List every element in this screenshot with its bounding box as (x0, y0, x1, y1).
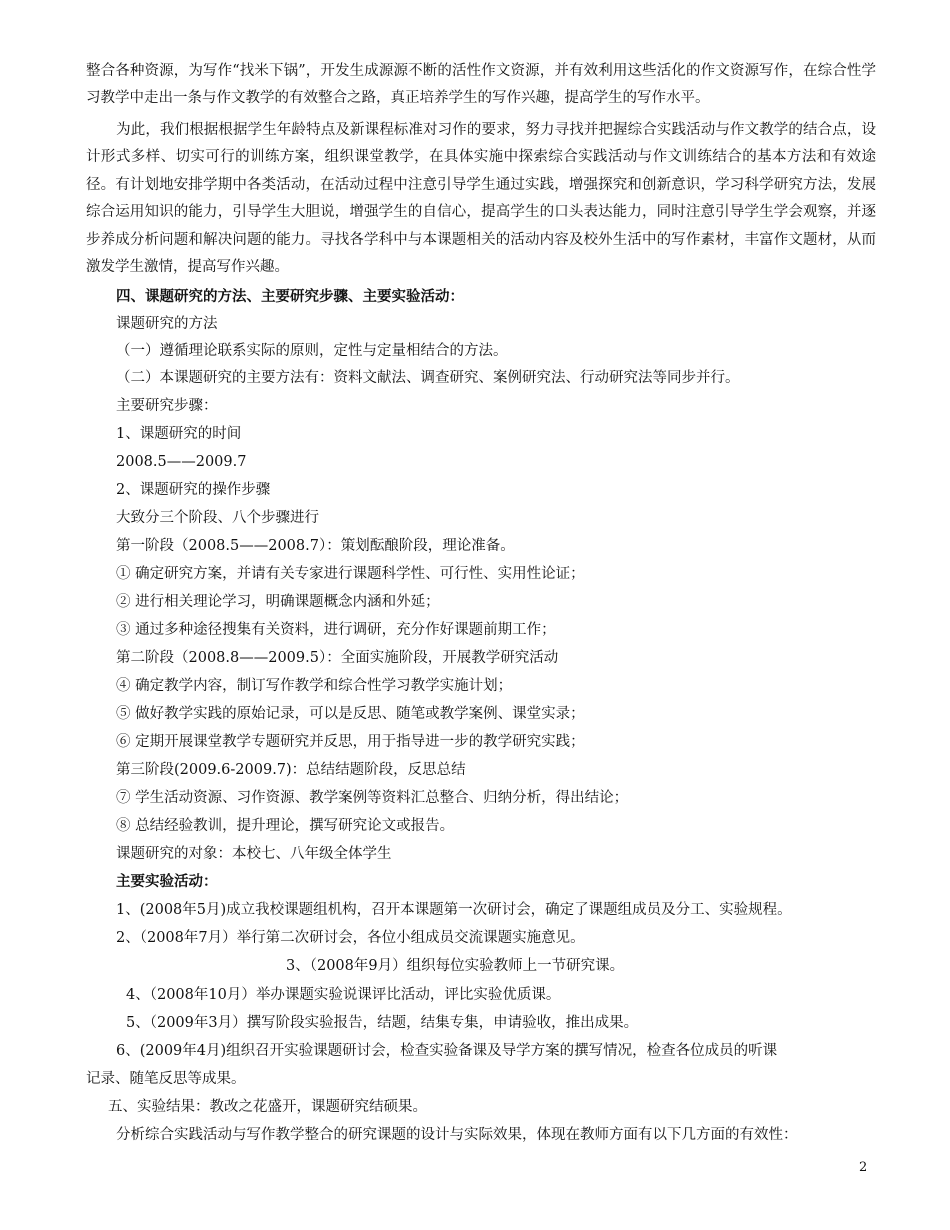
activity-4: 4、（2008年10月）举办课题实验说课评比活动，评比实验优质课。 (126, 987, 561, 1003)
activity-5: 5、（2009年3月）撰写阶段实验报告，结题，结集专集，申请验收，推出成果。 (126, 1015, 639, 1031)
step-1: ① 确定研究方案，并请有关专家进行课题科学性、可行性、实用性论证； (116, 566, 585, 582)
methods-title: 课题研究的方法 (116, 316, 218, 332)
stage-1: 第一阶段（2008.5——2008.7）：策划酝酿阶段，理论准备。 (116, 538, 515, 554)
step-6: ⑥ 定期开展课堂教学专题研究并反思，用于指导进一步的教学研究实践； (116, 734, 585, 750)
analysis-line: 分析综合实践活动与写作教学整合的研究课题的设计与实际效果，体现在教师方面有以下几方面的有效性： (116, 1127, 798, 1143)
step-3: ③ 通过多种途径搜集有关资料，进行调研，充分作好课题前期工作； (116, 622, 556, 638)
method-item-2: （二）本课题研究的主要方法有：资料文献法、调查研究、案例研究法、行动研究法等同步并行。 (116, 370, 740, 386)
paragraph-approach (86, 117, 876, 281)
paragraph-intro (86, 58, 876, 113)
ops-title: 2、课题研究的操作步骤 (116, 482, 271, 498)
step-4: ④ 确定教学内容，制订写作教学和综合性学习教学实施计划； (116, 678, 513, 694)
section-heading-5: 五、实验结果：教改之花盛开，课题研究结硕果。 (108, 1099, 427, 1115)
time-value: 2008.5——2009.7 (116, 454, 247, 470)
step-7: ⑦ 学生活动资源、习作资源、教学案例等资料汇总整合、归纳分析，得出结论； (116, 790, 629, 806)
step-8: ⑧ 总结经验教训，提升理论，撰写研究论文或报告。 (116, 818, 455, 834)
ops-intro: 大致分三个阶段、八个步骤进行 (116, 510, 319, 526)
activity-1: 1、(2008年5月)成立我校课题组机构，召开本课题第一次研讨会，确定了课题组成员及分工、实验规程。 (116, 902, 792, 918)
paragraph-approach-text: 为此，我们根据根据学生年龄特点及新课程标准对习作的要求，努力寻找并把握综合实践活动与作文教学的结合点，设计形式多样、切实可行的训练方案，组织课堂教学，在具体实施中探索综合实践活动与作文训练结合的基本方法和有效途径。有计划地安排学期中各类活动，在活动过程中注意引导学生通过实践，增强探究和创新意识，学习科学研究方法，发展综合运用知识的能力，引导学生大胆说，增强学生的自信心，提高学生的口头表达能力，同时注意引导学生学会观察，并逐步养成分析问题和解决问题的能力。寻找各学科中与本课题相关的活动内容及校外生活中的写作素材，丰富作文题材，从而激发学生激情，提高写作兴趣。 (86, 122, 876, 276)
step-2: ② 进行相关理论学习，明确课题概念内涵和外延； (116, 594, 440, 610)
activity-6-line-1: 6、(2009年4月)组织召开实验课题研讨会，检查实验备课及导学方案的撰写情况，检查各位成员的听课 (116, 1043, 778, 1059)
section-heading-4: 四、课题研究的方法、主要研究步骤、主要实验活动： (116, 288, 464, 305)
activity-3: 3、（2008年9月）组织每位实验教师上一节研究课。 (286, 958, 625, 974)
activity-2: 2、（2008年7月）举行第二次研讨会，各位小组成员交流课题实施意见。 (116, 930, 585, 946)
stage-2: 第二阶段（2008.8——2009.5）：全面实施阶段，开展教学研究活动 (116, 650, 559, 666)
activities-title: 主要实验活动： (116, 873, 218, 890)
research-objects: 课题研究的对象：本校七、八年级全体学生 (116, 846, 392, 862)
time-title: 1、课题研究的时间 (116, 426, 242, 442)
stage-3: 第三阶段(2009.6-2009.7)：总结结题阶段，反思总结 (116, 762, 466, 778)
steps-title: 主要研究步骤： (116, 398, 218, 414)
page-number: 2 (859, 1160, 868, 1175)
method-item-1: （一）遵循理论联系实际的原则，定性与定量相结合的方法。 (116, 343, 508, 359)
activity-6-line-2: 记录、随笔反思等成果。 (86, 1071, 246, 1087)
step-5: ⑤ 做好教学实践的原始记录，可以是反思、随笔或教学案例、课堂实录； (116, 706, 585, 722)
paragraph-intro-text: 整合各种资源，为写作“找米下锅”，开发生成源源不断的活性作文资源，并有效利用这些活化的作文资源写作，在综合性学习教学中走出一条与作文教学的有效整合之路，真正培养学生的写作兴趣，提高学生的写作水平。 (86, 63, 876, 107)
